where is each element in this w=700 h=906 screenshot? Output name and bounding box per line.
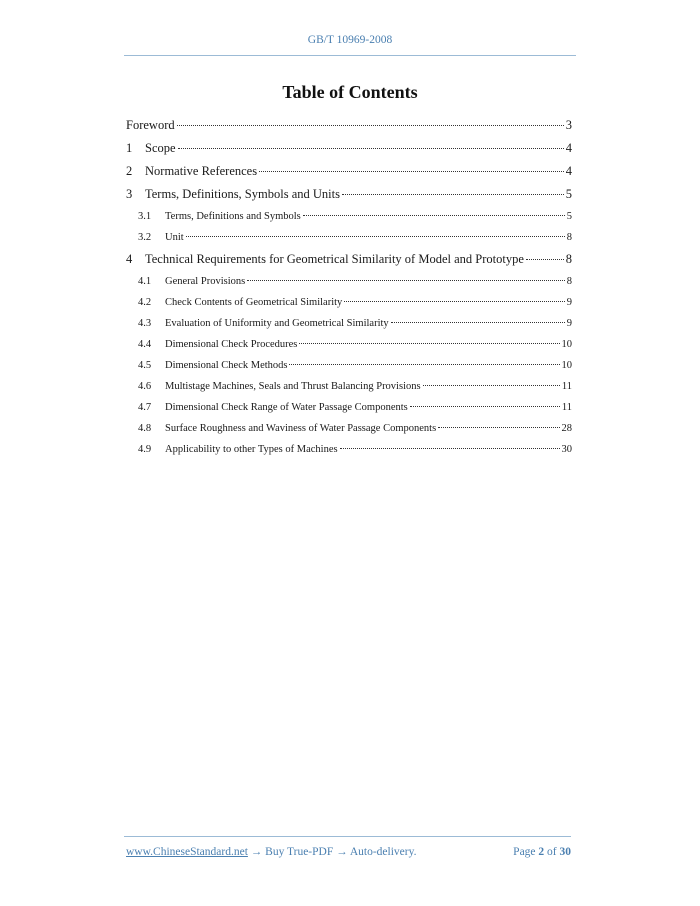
toc-dot-leader — [303, 215, 565, 216]
toc-entry-number: 4.3 — [138, 318, 152, 329]
toc-entry[interactable] — [126, 229, 572, 250]
toc-entry[interactable] — [126, 139, 572, 162]
toc-entry-label: Dimensional Check Methods — [165, 360, 288, 371]
toc-entry-label: Evaluation of Uniformity and Geometrical Similarity — [165, 318, 389, 329]
toc-entry-page: 11 — [561, 381, 572, 392]
toc-entry-label: Scope — [145, 141, 176, 155]
toc-entry-number: 3.1 — [138, 211, 152, 222]
toc-entry-number: 4.5 — [138, 360, 152, 371]
toc-entry[interactable] — [126, 250, 572, 273]
toc-entry-label: Terms, Definitions and Symbols — [165, 211, 301, 222]
page-title: Table of Contents — [282, 82, 418, 102]
toc-entry-page: 4 — [565, 141, 572, 155]
toc-entry-page: 9 — [566, 297, 572, 308]
toc-entry[interactable] — [126, 273, 572, 294]
toc-entry-label: Applicability to other Types of Machines — [165, 444, 338, 455]
toc-entry-label: Check Contents of Geometrical Similarity — [165, 297, 343, 308]
running-header: GB/T 10969-2008 — [307, 34, 393, 46]
toc-entry-number: 4.9 — [138, 444, 152, 455]
toc-entry-page: 8 — [565, 252, 572, 266]
toc-entry-page: 8 — [566, 276, 572, 287]
toc-dot-leader — [526, 259, 564, 260]
toc-entry-label: General Provisions — [165, 276, 246, 287]
toc-entry[interactable] — [126, 357, 572, 378]
toc-dot-leader — [423, 385, 560, 386]
toc-entry-number: 4.4 — [138, 339, 152, 350]
toc-entry-page: 5 — [565, 187, 572, 201]
toc-entry-label: Terms, Definitions, Symbols and Units — [145, 187, 340, 201]
toc-entry[interactable] — [126, 185, 572, 208]
toc-entry-number: 2 — [126, 164, 133, 178]
header-divider — [124, 55, 576, 56]
page-footer — [126, 846, 571, 858]
page-word: Page — [513, 846, 536, 858]
toc-entry[interactable] — [126, 294, 572, 315]
toc-entry-page: 4 — [565, 164, 572, 178]
toc-entry-number: 4.2 — [138, 297, 152, 308]
toc-entry[interactable] — [126, 441, 572, 462]
toc-entry-label: Foreword — [126, 118, 175, 132]
toc-entry-label: Dimensional Check Range of Water Passage Components — [165, 402, 408, 413]
toc-entry-number: 4.8 — [138, 423, 152, 434]
site-link[interactable]: www.ChineseStandard.net — [126, 846, 248, 858]
toc-dot-leader — [344, 301, 564, 302]
toc-entry-label: Technical Requirements for Geometrical Similarity of Model and Prototype — [145, 252, 524, 266]
toc-entry-number: 3.2 — [138, 232, 152, 243]
toc-entry-label: Normative References — [145, 164, 258, 178]
toc-entry[interactable] — [126, 336, 572, 357]
toc-entry[interactable] — [126, 315, 572, 336]
toc-entry[interactable] — [126, 399, 572, 420]
page-indicator — [513, 846, 571, 858]
toc-entry-page: 11 — [561, 402, 572, 413]
toc-dot-leader — [438, 427, 559, 428]
toc-entry-number: 4.1 — [138, 276, 152, 287]
toc-dot-leader — [289, 364, 559, 365]
toc-entry-label: Unit — [165, 232, 184, 243]
page-current: 2 — [538, 846, 545, 858]
toc-dot-leader — [247, 280, 565, 281]
toc-entry-number: 4.7 — [138, 402, 152, 413]
toc-entry[interactable] — [126, 208, 572, 229]
toc-entry-number: 4.6 — [138, 381, 152, 392]
toc-entry[interactable] — [126, 420, 572, 441]
toc-dot-leader — [178, 148, 564, 149]
toc-entry-page: 10 — [561, 339, 572, 350]
toc-entry[interactable] — [126, 162, 572, 185]
toc-dot-leader — [177, 125, 564, 126]
promo-text: → Buy True-PDF → Auto-delivery. — [247, 846, 417, 858]
toc-entry-label: Multistage Machines, Seals and Thrust Balancing Provisions — [165, 381, 421, 392]
table-of-contents — [126, 116, 572, 462]
toc-entry-page: 8 — [566, 232, 572, 243]
toc-entry-page: 30 — [561, 444, 572, 455]
toc-entry[interactable] — [126, 378, 572, 399]
toc-dot-leader — [259, 171, 564, 172]
toc-entry-page: 10 — [561, 360, 572, 371]
toc-dot-leader — [299, 343, 559, 344]
toc-dot-leader — [342, 194, 564, 195]
toc-dot-leader — [410, 406, 560, 407]
toc-entry-number: 4 — [126, 252, 133, 266]
footer-promo — [126, 846, 416, 858]
toc-dot-leader — [186, 236, 565, 237]
page-total: 30 — [559, 846, 571, 858]
toc-dot-leader — [391, 322, 565, 323]
footer-divider — [124, 836, 571, 837]
toc-entry-number: 3 — [126, 187, 133, 201]
toc-entry-page: 9 — [566, 318, 572, 329]
toc-entry-page: 3 — [565, 118, 572, 132]
toc-entry-number: 1 — [126, 141, 133, 155]
page-of: of — [547, 846, 557, 858]
toc-entry-page: 5 — [566, 211, 572, 222]
toc-dot-leader — [340, 448, 560, 449]
toc-entry[interactable] — [126, 116, 572, 139]
toc-entry-label: Surface Roughness and Waviness of Water Passage Components — [165, 423, 437, 434]
toc-entry-label: Dimensional Check Procedures — [165, 339, 298, 350]
toc-entry-page: 28 — [561, 423, 572, 434]
